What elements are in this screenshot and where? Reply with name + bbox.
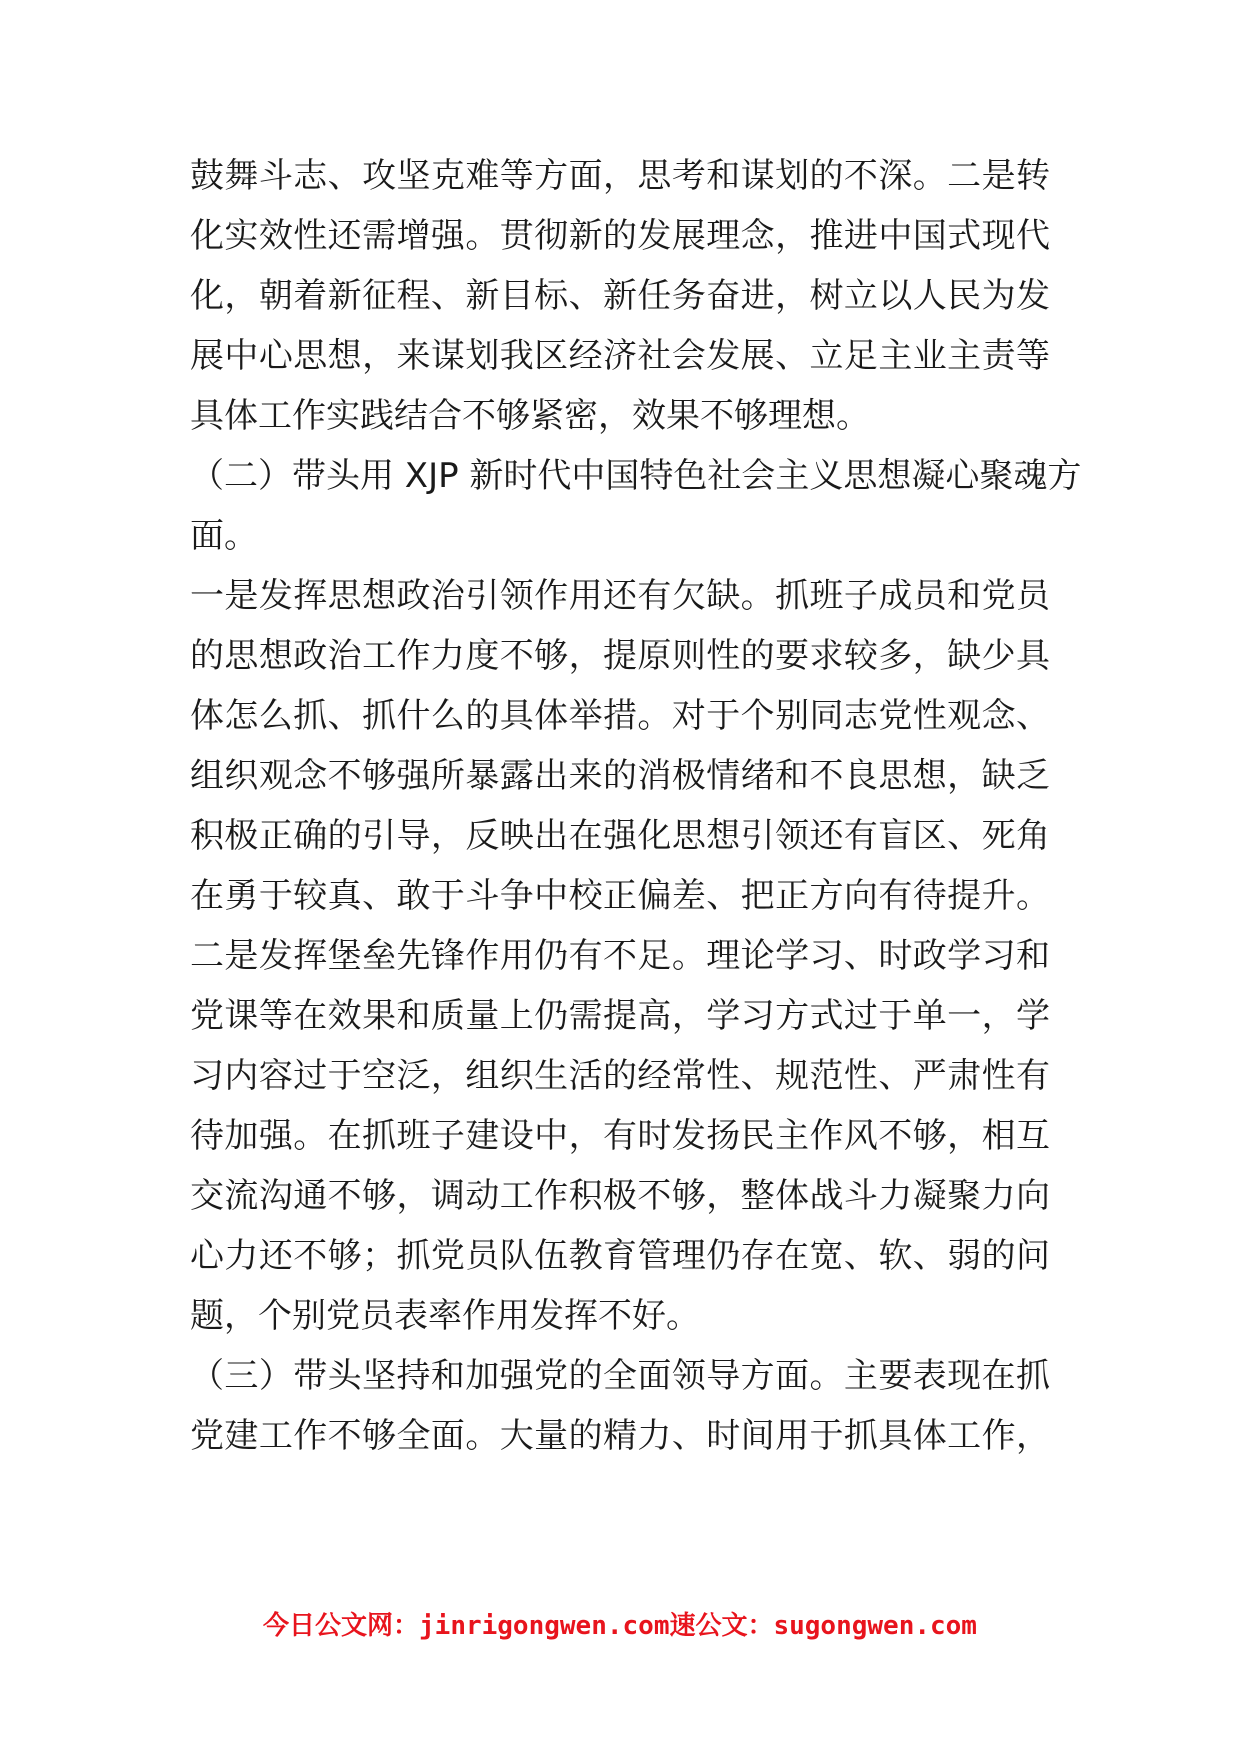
text-line: 交流沟通不够，调动工作积极不够，整体战斗力凝聚力向 — [190, 1176, 1050, 1216]
text-line: 题，个别党员表率作用发挥不好。 — [190, 1296, 700, 1336]
text-line: 化，朝着新征程、新目标、新任务奋进，树立以人民为发 — [190, 276, 1050, 316]
section-heading-3: （三）带头坚持和加强党的全面领导方面。主要表现在抓 — [190, 1356, 1050, 1396]
section-heading-2: （二）带头用 XJP 新时代中国特色社会主义思想凝心聚魂方 — [190, 456, 1082, 496]
text-line: 组织观念不够强所暴露出来的消极情绪和不良思想，缺乏 — [190, 756, 1050, 796]
text-line: 体怎么抓、抓什么的具体举措。对于个别同志党性观念、 — [190, 696, 1050, 736]
text-line: 具体工作实践结合不够紧密，效果不够理想。 — [190, 396, 870, 436]
text-line: 一是发挥思想政治引领作用还有欠缺。抓班子成员和党员 — [190, 576, 1050, 616]
section-heading-2-end: 面。 — [190, 516, 258, 556]
text-line: 党课等在效果和质量上仍需提高，学习方式过于单一，学 — [190, 996, 1050, 1036]
text-line: 习内容过于空泛，组织生活的经常性、规范性、严肃性有 — [190, 1056, 1050, 1096]
footer-watermark-links[interactable]: 今日公文网：jinrigongwen.com速公文：sugongwen.com — [263, 1611, 977, 1641]
text-line: 待加强。在抓班子建设中，有时发扬民主作风不够，相互 — [190, 1116, 1050, 1156]
text-line: 化实效性还需增强。贯彻新的发展理念，推进中国式现代 — [190, 216, 1050, 256]
text-line: 鼓舞斗志、攻坚克难等方面，思考和谋划的不深。二是转 — [190, 156, 1050, 196]
text-line: 展中心思想，来谋划我区经济社会发展、立足主业主责等 — [190, 336, 1050, 376]
text-line: 党建工作不够全面。大量的精力、时间用于抓具体工作， — [190, 1416, 1050, 1456]
text-line: 在勇于较真、敢于斗争中校正偏差、把正方向有待提升。 — [190, 876, 1050, 916]
text-line: 积极正确的引导，反映出在强化思想引领还有盲区、死角 — [190, 816, 1050, 856]
text-line: 心力还不够；抓党员队伍教育管理仍存在宽、软、弱的问 — [190, 1236, 1050, 1276]
text-line: 的思想政治工作力度不够，提原则性的要求较多，缺少具 — [190, 636, 1050, 676]
text-line: 二是发挥堡垒先锋作用仍有不足。理论学习、时政学习和 — [190, 936, 1050, 976]
